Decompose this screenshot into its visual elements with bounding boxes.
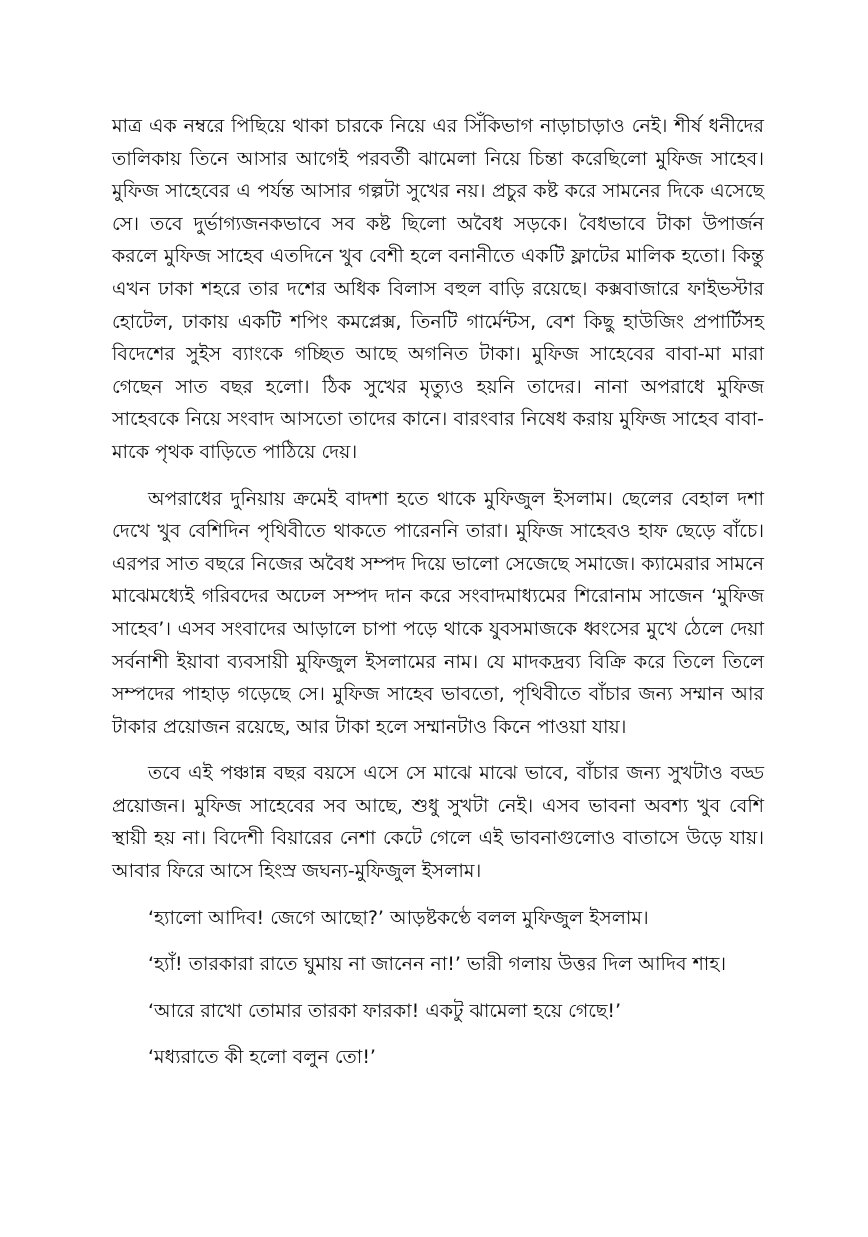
dialogue-line-2: ‘হ্যাঁ! তারকারা রাতে ঘুমায় না জানেন না!’ ভারী গলায় উত্তর দিল আদিব শাহ। <box>148 953 727 976</box>
book-page <box>112 110 764 1220</box>
dialogue-line-3: ‘আরে রাখো তোমার তারকা ফারকা! একটু ঝামেলা হয়ে গেছে!’ <box>148 999 622 1022</box>
paragraph-3: তবে এই পঞ্চান্ন বছর বয়সে এসে সে মাঝে মাঝে ভাবে, বাঁচার জন্য সুখটাও বড্ড প্রয়োজন। মুফিজ সাহেবের সব আছে, শুধু সুখটা নেই। এসব ভাবনা অবশ্য খুব বেশি স্থায়ী হয় না। বিদেশী বিয়ারের নেশা কেটে গেলে এই ভাবনাগুলোও বাতাসে উড়ে যায়। আবার ফিরে আসে হিংস্র জঘন্য-মুফিজুল ইসলাম। <box>112 762 764 883</box>
dialogue-line-1: ‘হ্যালো আদিব! জেগে আছো?’ আড়ষ্টকণ্ঠে বলল মুফিজুল ইসলাম। <box>148 906 649 929</box>
dialogue-line-4: ‘মধ্যরাতে কী হলো বলুন তো!’ <box>148 1046 376 1069</box>
paragraph-2: অপরাধের দুনিয়ায় ক্রমেই বাদশা হতে থাকে মুফিজুল ইসলাম। ছেলের বেহাল দশা দেখে খুব বেশিদিন পৃথিবীতে থাকতে পারেননি তারা। মুফিজ সাহেবও হাফ ছেড়ে বাঁচে। এরপর সাত বছরে নিজের অবৈধ সম্পদ দিয়ে ভালো সেজেছে সমাজে। ক্যামেরার সামনে মাঝেমধ্যেই গরিবদের অঢেল সম্পদ দান করে সংবাদমাধ্যমের শিরোনাম সাজেন ‘মুফিজ সাহেব’। এসব সংবাদের আড়ালে চাপা পড়ে থাকে যুবসমাজকে ধ্বংসের মুখে ঠেলে দেয়া সর্বনাশী ইয়াবা ব্যবসায়ী মুফিজুল ইসলামের নাম। যে মাদকদ্রব্য বিক্রি করে তিলে তিলে সম্পদের পাহাড় গড়েছে সে। মুফিজ সাহেব ভাবতো, পৃথিবীতে বাঁচার জন্য সম্মান আর টাকার প্রয়োজন রয়েছে, আর টাকা হলে সম্মানটাও কিনে পাওয়া যায়। <box>112 487 764 738</box>
paragraph-1: মাত্র এক নম্বরে পিছিয়ে থাকা চারকে নিয়ে এর সিঁকিভাগ নাড়াচাড়াও নেই। শীর্ষ ধনীদের তালিকায় তিনে আসার আগেই পরবর্তী ঝামেলা নিয়ে চিন্তা করেছিলো মুফিজ সাহেব। মুফিজ সাহেবের এ পর্যন্ত আসার গল্পটা সুখের নয়। প্রচুর কষ্ট করে সামনের দিকে এসেছে সে। তবে দুর্ভাগ্যজনকভাবে সব কষ্ট ছিলো অবৈধ সড়কে। বৈধভাবে টাকা উপার্জন করলে মুফিজ সাহেব এতদিনে খুব বেশী হলে বনানীতে একটি ফ্লাটের মালিক হতো। কিন্তু এখন ঢাকা শহরে তার দশের অধিক বিলাস বহুল বাড়ি রয়েছে। কক্সবাজারে ফাইভস্টার হোটেল, ঢাকায় একটি শপিং কমপ্লেক্স, তিনটি গার্মেন্টস, বেশ কিছু হাউজিং প্রপার্টিসহ বিদেশের সুইস ব্যাংকে গচ্ছিত আছে অগনিত টাকা। মুফিজ সাহেবের বাবা-মা মারা গেছেন সাত বছর হলো। ঠিক সুখের মৃত্যুও হয়নি তাদের। নানা অপরাধে মুফিজ সাহেবকে নিয়ে সংবাদ আসতো তাদের কানে। বারংবার নিষেধ করায় মুফিজ সাহেব বাবা-মাকে পৃথক বাড়িতে পাঠিয়ে দেয়। <box>112 115 764 463</box>
